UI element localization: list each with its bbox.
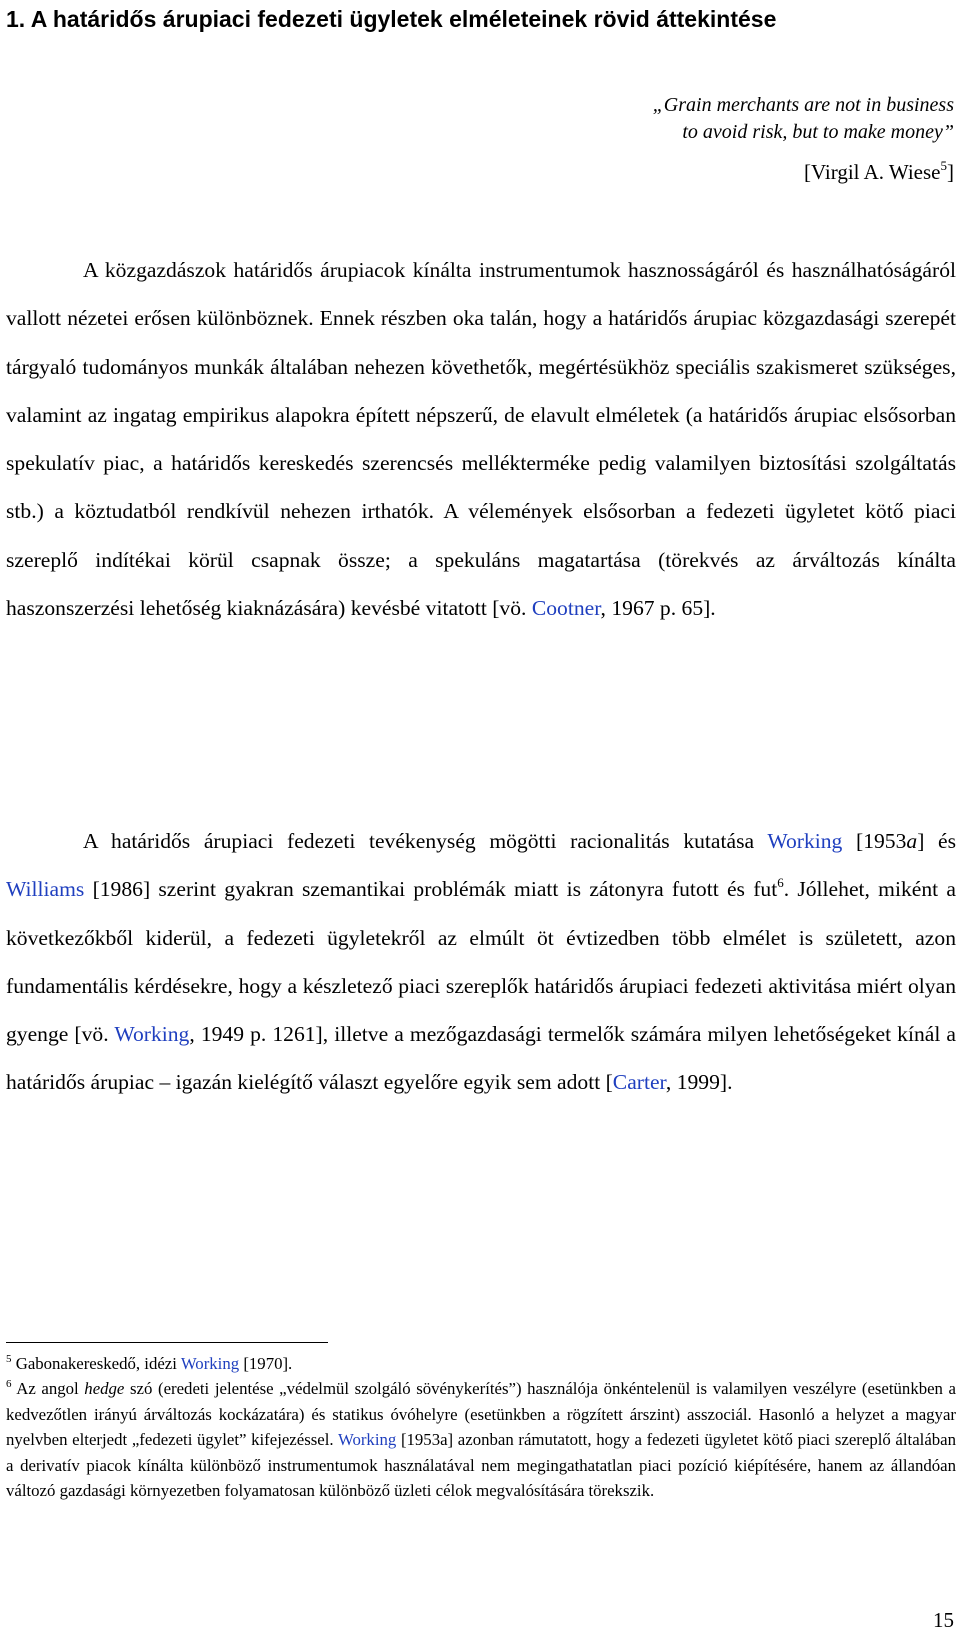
footnote-text: Gabonakereskedő, idézi (11, 1354, 181, 1373)
footnote-marker-6[interactable]: 6 (777, 875, 784, 891)
footnote-number: 5 (6, 1353, 12, 1365)
paragraph-1 (6, 246, 956, 632)
paragraph-2 (6, 817, 956, 1107)
paragraph-text: . Jóllehet, miként a következőkből kiderül, a fedezeti ügyletekről az elmúlt öt évtizedben több elmélet is született, azon fundamentális kérdésekre, hogy a készletező piaci szereplők határidős árupiaci fedezeti aktivitása miért olyan gyenge [vö. (6, 877, 957, 1047)
section-heading: 1. A határidős árupiaci fedezeti ügyletek elméleteinek rövid áttekintése (6, 6, 777, 32)
epigraph-line: to avoid risk, but to make money” (682, 121, 954, 143)
paragraph-text: , 1999]. (665, 1070, 733, 1095)
footnote-5 (6, 1351, 956, 1377)
attribution-text: ] (947, 160, 954, 184)
epigraph-attribution (804, 158, 954, 186)
footnote-separator (6, 1342, 328, 1343)
citation-link-cootner[interactable]: Cootner (531, 596, 601, 621)
citation-link-working[interactable]: Working (767, 829, 843, 853)
citation-link-carter[interactable]: Carter (612, 1070, 666, 1095)
citation-link-working[interactable]: Working (337, 1430, 397, 1450)
paragraph-text: ] és (917, 829, 957, 853)
paragraph-text: A határidős árupiaci fedezeti tevékenység mögötti racionalitás kutatása (83, 829, 768, 853)
paragraph-text: [1986] szerint gyakran szemantikai problémák miatt is zátonyra futott és fut (84, 877, 778, 902)
footnote-text: Az angol (11, 1379, 85, 1398)
citation-link-working[interactable]: Working (114, 1022, 190, 1047)
citation-link-working[interactable]: Working (180, 1354, 240, 1373)
paragraph-text: [1953 (842, 829, 907, 853)
attribution-text: [Virgil A. Wiese (803, 160, 941, 184)
footnote-text-italic: hedge (84, 1379, 125, 1398)
paragraph-text-italic: a (906, 829, 918, 853)
footnote-marker-5[interactable]: 5 (940, 158, 947, 173)
epigraph-quote (653, 92, 954, 146)
citation-link-williams[interactable]: Williams (6, 877, 85, 902)
paragraph-text: , 1967 p. 65]. (600, 596, 716, 621)
footnote-text: [1953a] azonban rámutatott, hogy a fedezeti ügyletet kötő piaci szereplő általában a derivatív piacok kínálta különböző instrumentumok használatával nem megingathatatlan piaci pozíció kiépítésére, hanem az állandóan változó gazdasági környezetben folyamatosan különböző üzleti célok megvalósítására törekszik. (6, 1430, 956, 1501)
footnote-text: [1970]. (239, 1354, 293, 1373)
footnote-number: 6 (6, 1378, 12, 1390)
epigraph-line: „Grain merchants are not in business (652, 94, 954, 116)
footnote-6 (6, 1376, 956, 1504)
page-number: 15 (933, 1608, 954, 1632)
paragraph-text: A közgazdászok határidős árupiacok kínálta instrumentumok hasznosságáról és használhatóságáról vallott nézetei erősen különböznek. Ennek részben oka talán, hogy a határidős árupiac közgazdasági szerepét tárgyaló tudományos munkák általában nehezen követhetők, megértésükhöz speciális szakismeret szükséges, valamint az ingatag empirikus alapokra épített népszerű, de elavult elméletek (a határidős árupiac elsősorban spekulatív piac, a határidős kereskedés szerencsés mellékterméke pedig valamilyen biztosítási szolgáltatás stb.) a köztudatból rendkívül nehezen irthatók. A vélemények elsősorban a fedezeti ügyletet kötő piaci szereplő indítékai körül csapnak össze; a spekuláns magatartása (törekvés az árváltozás kínálta haszonszerzési lehetőség kiaknázására) kevésbé vitatott [vö. (6, 258, 956, 621)
footnote-text: szó (eredeti jelentése „védelmül szolgáló sövénykerítés”) használója önkéntelenül is valamilyen veszélyre (esetünkben a kedvezőtlen irányú árváltozás kockázatára) és statikus óvóhelyre (esetünkben a rögzített árszint) asszociál. Hasonló a helyzet a magyar nyelvben elterjedt „fedezeti ügylet” kifejezéssel. (6, 1379, 957, 1450)
paragraph-text: , 1949 p. 1261], illetve a mezőgazdasági termelők számára milyen lehetőségeket kínál a határidős árupiac – igazán kielégítő választ egyelőre egyik sem adott [ (6, 1022, 956, 1095)
